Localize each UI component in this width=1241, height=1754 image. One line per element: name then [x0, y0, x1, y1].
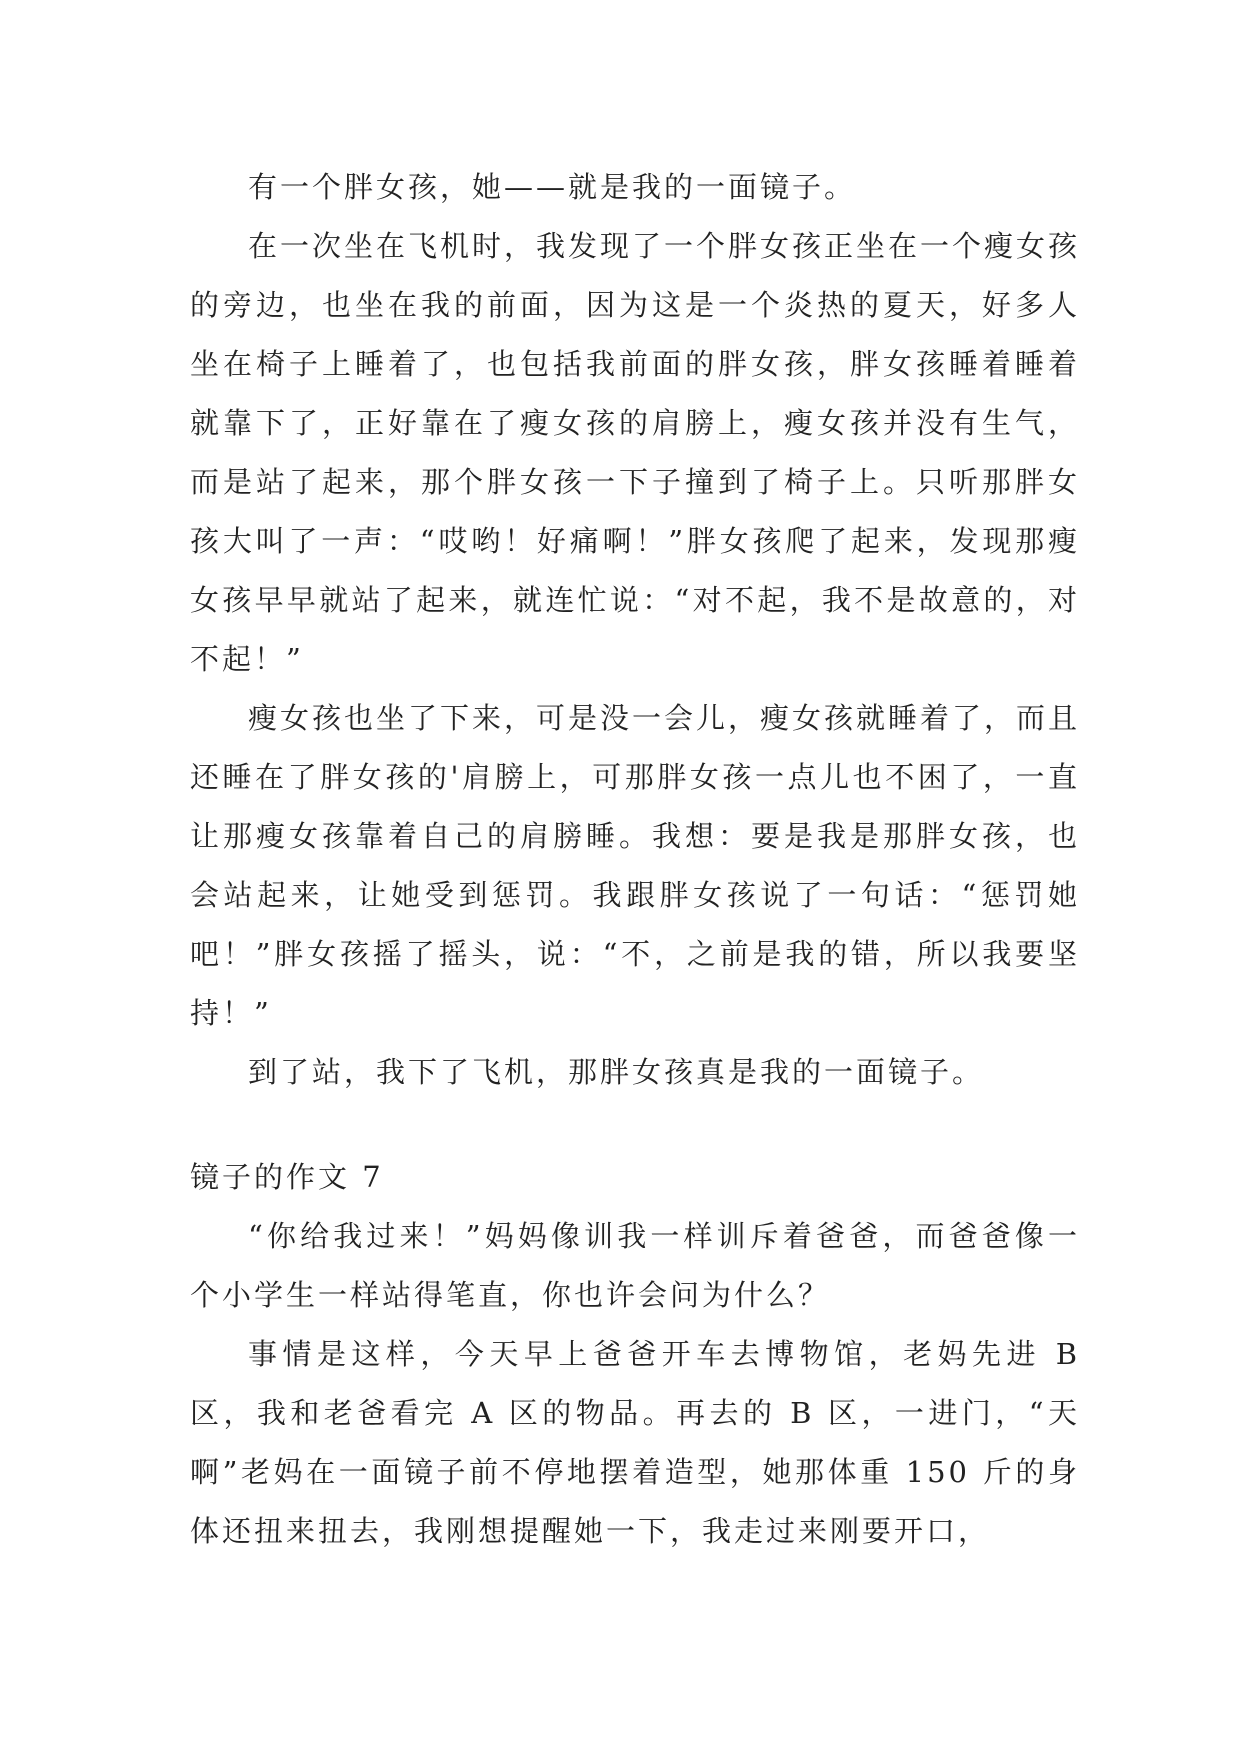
- paragraph: 到了站，我下了飞机，那胖女孩真是我的一面镜子。: [248, 1055, 985, 1089]
- essay-mirror-museum: [190, 1207, 1080, 1561]
- paragraph: “你给我过来！”妈妈像训我一样训斥着爸爸，而爸爸像一个小学生一样站得笔直，你也许会问为什么？: [190, 1219, 1080, 1312]
- essay-mirror-girl: [190, 158, 1080, 1102]
- paragraph: 事情是这样，今天早上爸爸开车去博物馆，老妈先进 B 区，我和老爸看完 A 区的物品。再去的 B 区，一进门，“天啊”老妈在一面镜子前不停地摆着造型，她那体重 150 斤的身体还扭来扭去，我刚想提醒她一下，我走过来刚要开口，: [190, 1337, 1080, 1548]
- section-title: 镜子的作文 7: [190, 1160, 384, 1194]
- paragraph: 瘦女孩也坐了下来，可是没一会儿，瘦女孩就睡着了，而且还睡在了胖女孩的'肩膀上，可那胖女孩一点儿也不困了，一直让那瘦女孩靠着自己的肩膀睡。我想：要是我是那胖女孩，也会站起来，让她受到惩罚。我跟胖女孩说了一句话：“惩罚她吧！”胖女孩摇了摇头，说：“不，之前是我的错，所以我要坚持！”: [190, 701, 1081, 1030]
- paragraph: 有一个胖女孩，她——就是我的一面镜子。: [248, 170, 857, 204]
- paragraph: 在一次坐在飞机时，我发现了一个胖女孩正坐在一个瘦女孩的旁边，也坐在我的前面，因为这是一个炎热的夏天，好多人坐在椅子上睡着了，也包括我前面的胖女孩，胖女孩睡着睡着就靠下了，正好靠在了瘦女孩的肩膀上，瘦女孩并没有生气，而是站了起来，那个胖女孩一下子撞到了椅子上。只听那胖女孩大叫了一声：“哎哟！好痛啊！”胖女孩爬了起来，发现那瘦女孩早早就站了起来，就连忙说：“对不起，我不是故意的，对不起！”: [190, 229, 1081, 676]
